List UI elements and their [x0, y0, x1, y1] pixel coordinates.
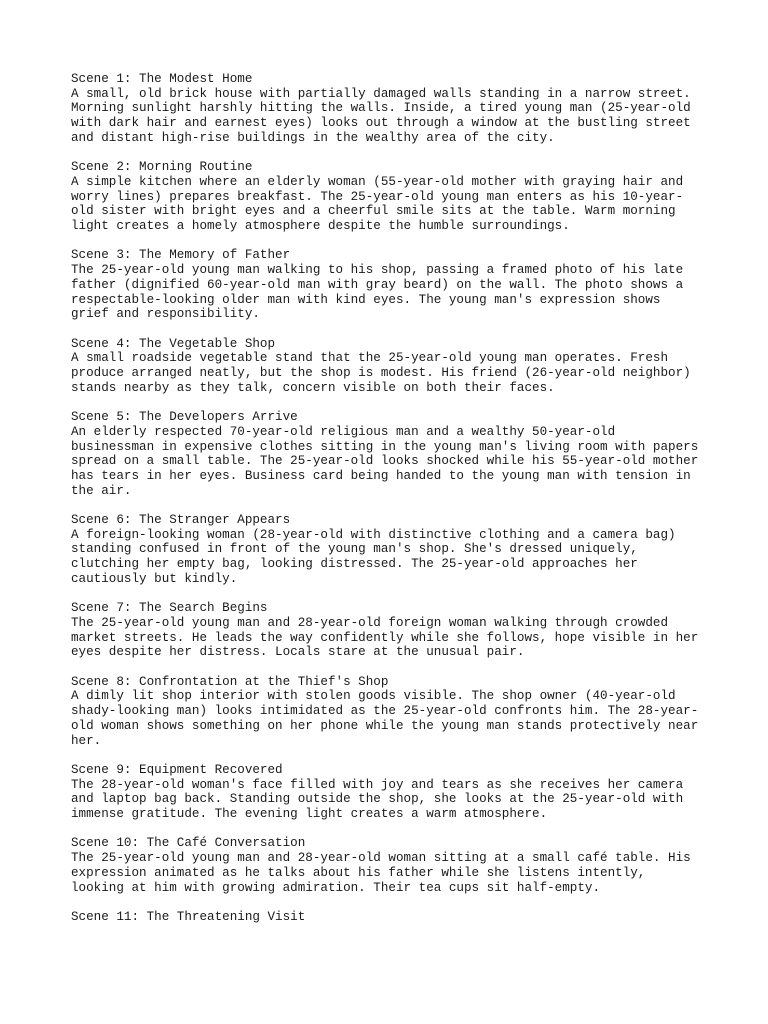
scene-text-line: A small roadside vegetable stand that the 25-year-old young man operates. Fresh: [71, 351, 669, 366]
scene-title: Scene 10: The Café Conversation: [71, 836, 306, 851]
scene-text-line: the air.: [71, 483, 132, 498]
scene-block: [71, 910, 711, 925]
scene-text-line: father (dignified 60-year-old man with gray beard) on the wall. The photo shows a: [71, 277, 684, 292]
scene-text-line: The 25-year-old young man and 28-year-old foreign woman walking through crowded: [71, 615, 669, 630]
scene-title: Scene 3: The Memory of Father: [71, 248, 291, 263]
scene-text-line: standing confused in front of the young man's shop. She's dressed uniquely,: [71, 542, 638, 557]
scene-block: [71, 160, 711, 234]
scene-title: Scene 11: The Threatening Visit: [71, 909, 306, 924]
scene-text-line: immense gratitude. The evening light creates a warm atmosphere.: [71, 807, 548, 822]
scene-text-line: clutching her empty bag, looking distressed. The 25-year-old approaches her: [71, 557, 638, 572]
scene-block: [71, 601, 711, 660]
scene-text-line: stands nearby as they talk, concern visible on both their faces.: [71, 380, 555, 395]
scene-text-line: The 25-year-old young man walking to his shop, passing a framed photo of his late: [71, 263, 684, 278]
scene-text-line: old sister with bright eyes and a cheerful smile sits at the table. Warm morning: [71, 204, 676, 219]
scene-text-line: A dimly lit shop interior with stolen goods visible. The shop owner (40-year-old: [71, 689, 676, 704]
scene-text-line: businessman in expensive clothes sitting in the young man's living room with papers: [71, 439, 699, 454]
scene-text-line: A simple kitchen where an elderly woman (55-year-old mother with graying hair and: [71, 174, 684, 189]
scene-text-line: The 28-year-old woman's face filled with joy and tears as she receives her camera: [71, 777, 684, 792]
scene-text-line: cautiously but kindly.: [71, 571, 238, 586]
scene-text-line: looking at him with growing admiration. Their tea cups sit half-empty.: [71, 880, 601, 895]
scene-text-line: Morning sunlight harshly hitting the walls. Inside, a tired young man (25-year-old: [71, 101, 691, 116]
scene-text-line: has tears in her eyes. Business card being handed to the young man with tension in: [71, 468, 691, 483]
scene-title: Scene 7: The Search Begins: [71, 601, 268, 616]
scene-text-line: with dark hair and earnest eyes) looks out through a window at the bustling street: [71, 116, 691, 131]
scene-title: Scene 9: Equipment Recovered: [71, 762, 283, 777]
scene-text-line: old woman shows something on her phone while the young man stands protectively near: [71, 718, 699, 733]
scene-title: Scene 6: The Stranger Appears: [71, 513, 291, 528]
scene-text-line: The 25-year-old young man and 28-year-old woman sitting at a small café table. His: [71, 851, 691, 866]
scene-text-line: shady-looking man) looks intimidated as the 25-year-old confronts him. The 28-year-: [71, 704, 699, 719]
scene-text-line: market streets. He leads the way confidently while she follows, hope visible in her: [71, 630, 699, 645]
scene-block: [71, 513, 711, 587]
scene-title: Scene 4: The Vegetable Shop: [71, 336, 276, 351]
scene-block: [71, 763, 711, 822]
scene-block: [71, 675, 711, 749]
scene-title: Scene 8: Confrontation at the Thief's Shop: [71, 674, 389, 689]
scene-text-line: her.: [71, 733, 102, 748]
scene-text-line: and laptop bag back. Standing outside the shop, she looks at the 25-year-old with: [71, 792, 684, 807]
scene-text-line: produce arranged neatly, but the shop is modest. His friend (26-year-old neighbor): [71, 366, 691, 381]
scene-block: [71, 337, 711, 396]
scene-block: [71, 836, 711, 895]
scene-text-line: A small, old brick house with partially damaged walls standing in a narrow street.: [71, 86, 691, 101]
scene-text-line: expression animated as he talks about his father while she listens intently,: [71, 865, 646, 880]
scene-text-line: spread on a small table. The 25-year-old looks shocked while his 55-year-old mother: [71, 454, 699, 469]
scene-text-line: and distant high-rise buildings in the wealthy area of the city.: [71, 130, 555, 145]
scene-text-line: A foreign-looking woman (28-year-old with distinctive clothing and a camera bag): [71, 527, 676, 542]
scene-text-line: An elderly respected 70-year-old religious man and a wealthy 50-year-old: [71, 424, 616, 439]
scene-text-line: eyes despite her distress. Locals stare at the unusual pair.: [71, 645, 525, 660]
scene-title: Scene 1: The Modest Home: [71, 72, 253, 86]
document-page: [71, 72, 711, 939]
scene-block: [71, 72, 711, 146]
scene-text-line: grief and responsibility.: [71, 307, 260, 322]
scene-title: Scene 2: Morning Routine: [71, 160, 253, 175]
scene-title: Scene 5: The Developers Arrive: [71, 410, 298, 425]
scene-block: [71, 410, 711, 498]
scene-block: [71, 248, 711, 322]
scene-text-line: light creates a homely atmosphere despite the humble surroundings.: [71, 219, 570, 234]
scene-text-line: respectable-looking older man with kind eyes. The young man's expression shows: [71, 292, 661, 307]
scene-text-line: worry lines) prepares breakfast. The 25-year-old young man enters as his 10-year-: [71, 189, 684, 204]
